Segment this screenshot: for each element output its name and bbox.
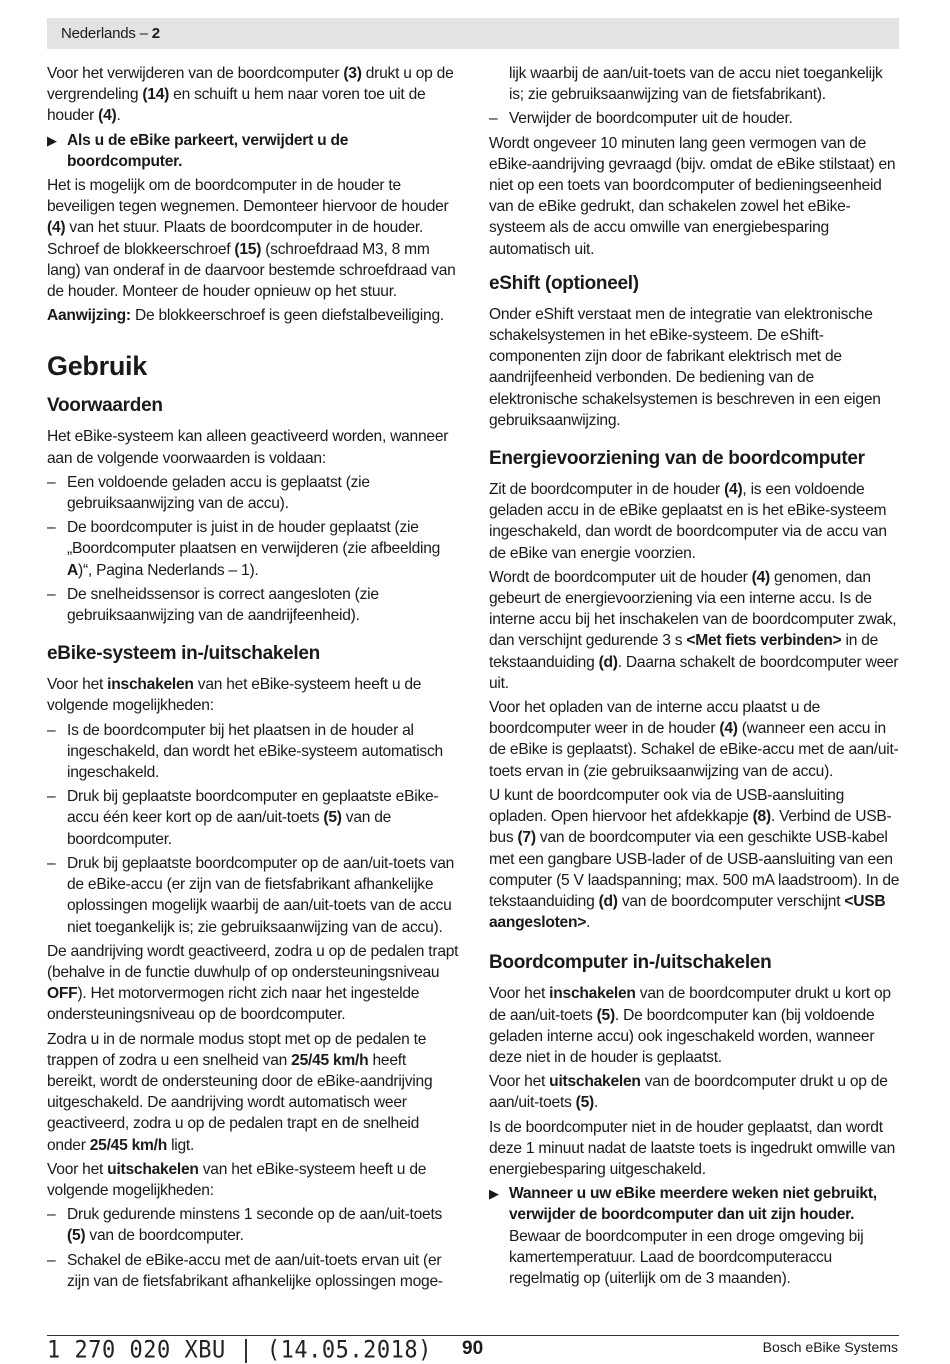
list-item: – Druk bij geplaatste boordcomputer en geplaatste eBike-accu één keer kort op de aan/uit-toets (5) van de boordcomputer. — [47, 786, 459, 850]
paragraph-switch-on: Voor het inschakelen van het eBike-systeem heeft u de volgende mogelijkheden: — [47, 676, 422, 715]
list-item: – Is de boordcomputer bij het plaatsen in de houder al ingeschakeld, dan wordt het eBike-systeem automatisch ingeschakeld. — [47, 720, 459, 784]
paragraph-bc-timeout: Is de boordcomputer niet in de houder geplaatst, dan wordt deze 1 minuut nadat de laatste toets is ingedrukt omwille van energiebesparing uitgeschakeld. — [489, 1118, 896, 1178]
paragraph-auto-off: Wordt ongeveer 10 minuten lang geen vermogen van de eBike-aandrijving gevraagd (bijv. omdat de eBike stilstaat) en niet op een toets van boordcomputer of bedieningseenheid van de eBike gedrukt, dan schakelen zowel het eBike-systeem als de accu omwille van energiebesparing automatisch uit. — [489, 134, 896, 258]
paragraph-remove-computer: Voor het verwijderen van de boordcomputer (3) drukt u op de vergrendeling (14) en schuift u hem naar voren toe uit de houder (4). — [47, 65, 454, 125]
list-item-continuation: lijk waarbij de aan/uit-toets van de accu niet toegankelijk is; zie gebruiksaanwijzing van de fietsfabrikant). — [509, 65, 883, 104]
paragraph-drive-activation: De aandrijving wordt geactiveerd, zodra u op de pedalen trapt (behalve in de functie duwhulp of op ondersteuningsniveau OFF). Het motorvermogen richt zich naar het ingestelde ondersteuningsniveau op de boordcomputer. — [47, 942, 459, 1024]
page-header — [47, 18, 899, 49]
paragraph-lock: Het is mogelijk om de boordcomputer in de houder te beveiligen tegen wegnemen. Demonteer hiervoor de houder (4) van het stuur. Plaats de boordcomputer in de houder. Schroef de blokkeerschroef (15) (schroefdraad M3, 8 mm lang) van onderaf in de daarvoor bestemde schroefdraad van de houder. Monteer de houder opnieuw op het stuur. — [47, 177, 456, 301]
note-paragraph: Aanwijzing: De blokkeerschroef is geen diefstalbeveiliging. — [47, 307, 444, 325]
heading-energy: Energievoorziening van de boordcomputer — [489, 448, 865, 470]
footer-brand: Bosch eBike Systems — [762, 1339, 898, 1355]
paragraph-bc-on: Voor het inschakelen van de boordcomputer drukt u kort op de aan/uit-toets (5). De boordcomputer kan (bij voldoende geladen interne accu) ook ingeschakeld worden, wanneer deze niet in de houder is geplaatst. — [489, 985, 891, 1066]
paragraph-energy-2: Wordt de boordcomputer uit de houder (4) genomen, dan gebeurt de energievoorziening via een interne accu. Is de interne accu bij het inschakelen van de boordcomputer zwak, dan verschijnt gedurende 3 s <Met fiets verbinden> in de tekstaanduiding (d). Daarna schakelt de boordcomputer weer uit. — [489, 568, 899, 692]
paragraph-normal-mode: Zodra u in de normale modus stopt met op de pedalen te trappen of zodra u een snelheid van 25/45 km/h heeft bereikt, wordt de ondersteuning door de eBike-aandrijving uitgeschakeld. De aandrijving wordt automatisch weer geactiveerd, zodra u op de pedalen trapt en de snelheid onder 25/45 km/h ligt. — [47, 1030, 433, 1154]
paragraph-eshift: Onder eShift verstaat men de integratie van elektronische schakelsystemen in het eBike-systeem. De eShift-componenten zijn door de fabrikant elektrisch met de aandrijfeenheid verbonden. De bediening van de elektronische schakelsystemen is beschreven in een eigen gebruiksaanwijzing. — [489, 305, 881, 429]
heading-ebike-onoff: eBike-systeem in-/uitschakelen — [47, 643, 320, 665]
paragraph-energy-1: Zit de boordcomputer in de houder (4), is een voldoende geladen accu in de eBike geplaatst en is het eBike-systeem ingeschakeld, dan wordt de boordcomputer via de accu van de eBike van energie voorzien. — [489, 481, 887, 562]
right-column — [489, 63, 901, 1292]
list-item: – De snelheidssensor is correct aangesloten (zie gebruiksaanwijzing van de aandrijfeenheid). — [47, 584, 459, 626]
heading-gebruik: Gebruik — [47, 351, 147, 382]
paragraph-energy-3: Voor het opladen van de interne accu plaatst u de boordcomputer weer in de houder (4) (wanneer een accu in de eBike is geplaatst). Schakel de eBike-accu met de aan/uit-toets ervan in (zie gebruiksaanwijzing van de accu). — [489, 699, 899, 780]
list-item: – Druk bij geplaatste boordcomputer op de aan/uit-toets van de eBike-accu (er zijn van de fietsfabrikant afhankelijke oplossingen mogelijk waarbij de aan/uit-toets van de accu niet toegankelijk is; zie gebruiksaanwijzing van de accu). — [47, 853, 459, 938]
footer-document-code: 1 270 020 XBU | (14.05.2018) — [47, 1336, 432, 1364]
paragraph-usb: U kunt de boordcomputer ook via de USB-aansluiting opladen. Open hiervoor het afdekkapje (8). Verbind de USB-bus (7) van de boordcomputer via een geschikte USB-kabel met een gangbare USB-lader of de USB-aansluiting van een computer (5 V laadspanning; max. 500 mA laadstroom). In de tekstaanduiding (d) van de boordcomputer verschijnt <USB aangesloten>. — [489, 786, 900, 932]
list-item: – Een voldoende geladen accu is geplaatst (zie gebruiksaanwijzing van de accu). — [47, 472, 459, 514]
warning-parking: ▶ Als u de eBike parkeert, verwijdert u de boordcomputer. — [47, 131, 349, 170]
paragraph-switch-off: Voor het uitschakelen van het eBike-systeem heeft u de volgende mogelijkheden: — [47, 1160, 427, 1199]
heading-bc-onoff: Boordcomputer in-/uitschakelen — [489, 952, 772, 974]
list-item: – De boordcomputer is juist in de houder geplaatst (zie „Boordcomputer plaatsen en verwijderen (zie afbeelding A)“, Pagina Nederlands – 1). — [47, 517, 459, 581]
warning-arrow-icon: ▶ — [47, 132, 57, 148]
footer-page-number: 90 — [462, 1338, 484, 1359]
paragraph-bc-off: Voor het uitschakelen van de boordcomputer drukt u op de aan/uit-toets (5). — [489, 1073, 888, 1112]
list-item: – Druk gedurende minstens 1 seconde op de aan/uit-toets (5) van de boordcomputer. — [47, 1204, 459, 1246]
heading-voorwaarden: Voorwaarden — [47, 395, 163, 417]
list-item: – Verwijder de boordcomputer uit de houder. — [489, 108, 901, 129]
header-language: Nederlands – 2 — [61, 25, 160, 42]
warning-arrow-icon: ▶ — [489, 1186, 499, 1202]
warning-storage: ▶ Wanneer u uw eBike meerdere weken niet gebruikt, verwijder de boordcomputer dan uit zijn houder. Bewaar de boordcomputer in een droge omgeving bij kamertemperatuur. Laad de boordcomputeraccu regelmatig op (uiterlijk om de 3 maanden). — [489, 1185, 877, 1287]
list-item: – Schakel de eBike-accu met de aan/uit-toets ervan uit (er zijn van de fietsfabrikant afhankelijke oplossingen moge- — [47, 1250, 459, 1292]
left-column — [47, 63, 459, 1295]
paragraph-conditions: Het eBike-systeem kan alleen geactiveerd worden, wanneer aan de volgende voorwaarden is voldaan: — [47, 428, 449, 467]
heading-eshift: eShift (optioneel) — [489, 272, 639, 294]
